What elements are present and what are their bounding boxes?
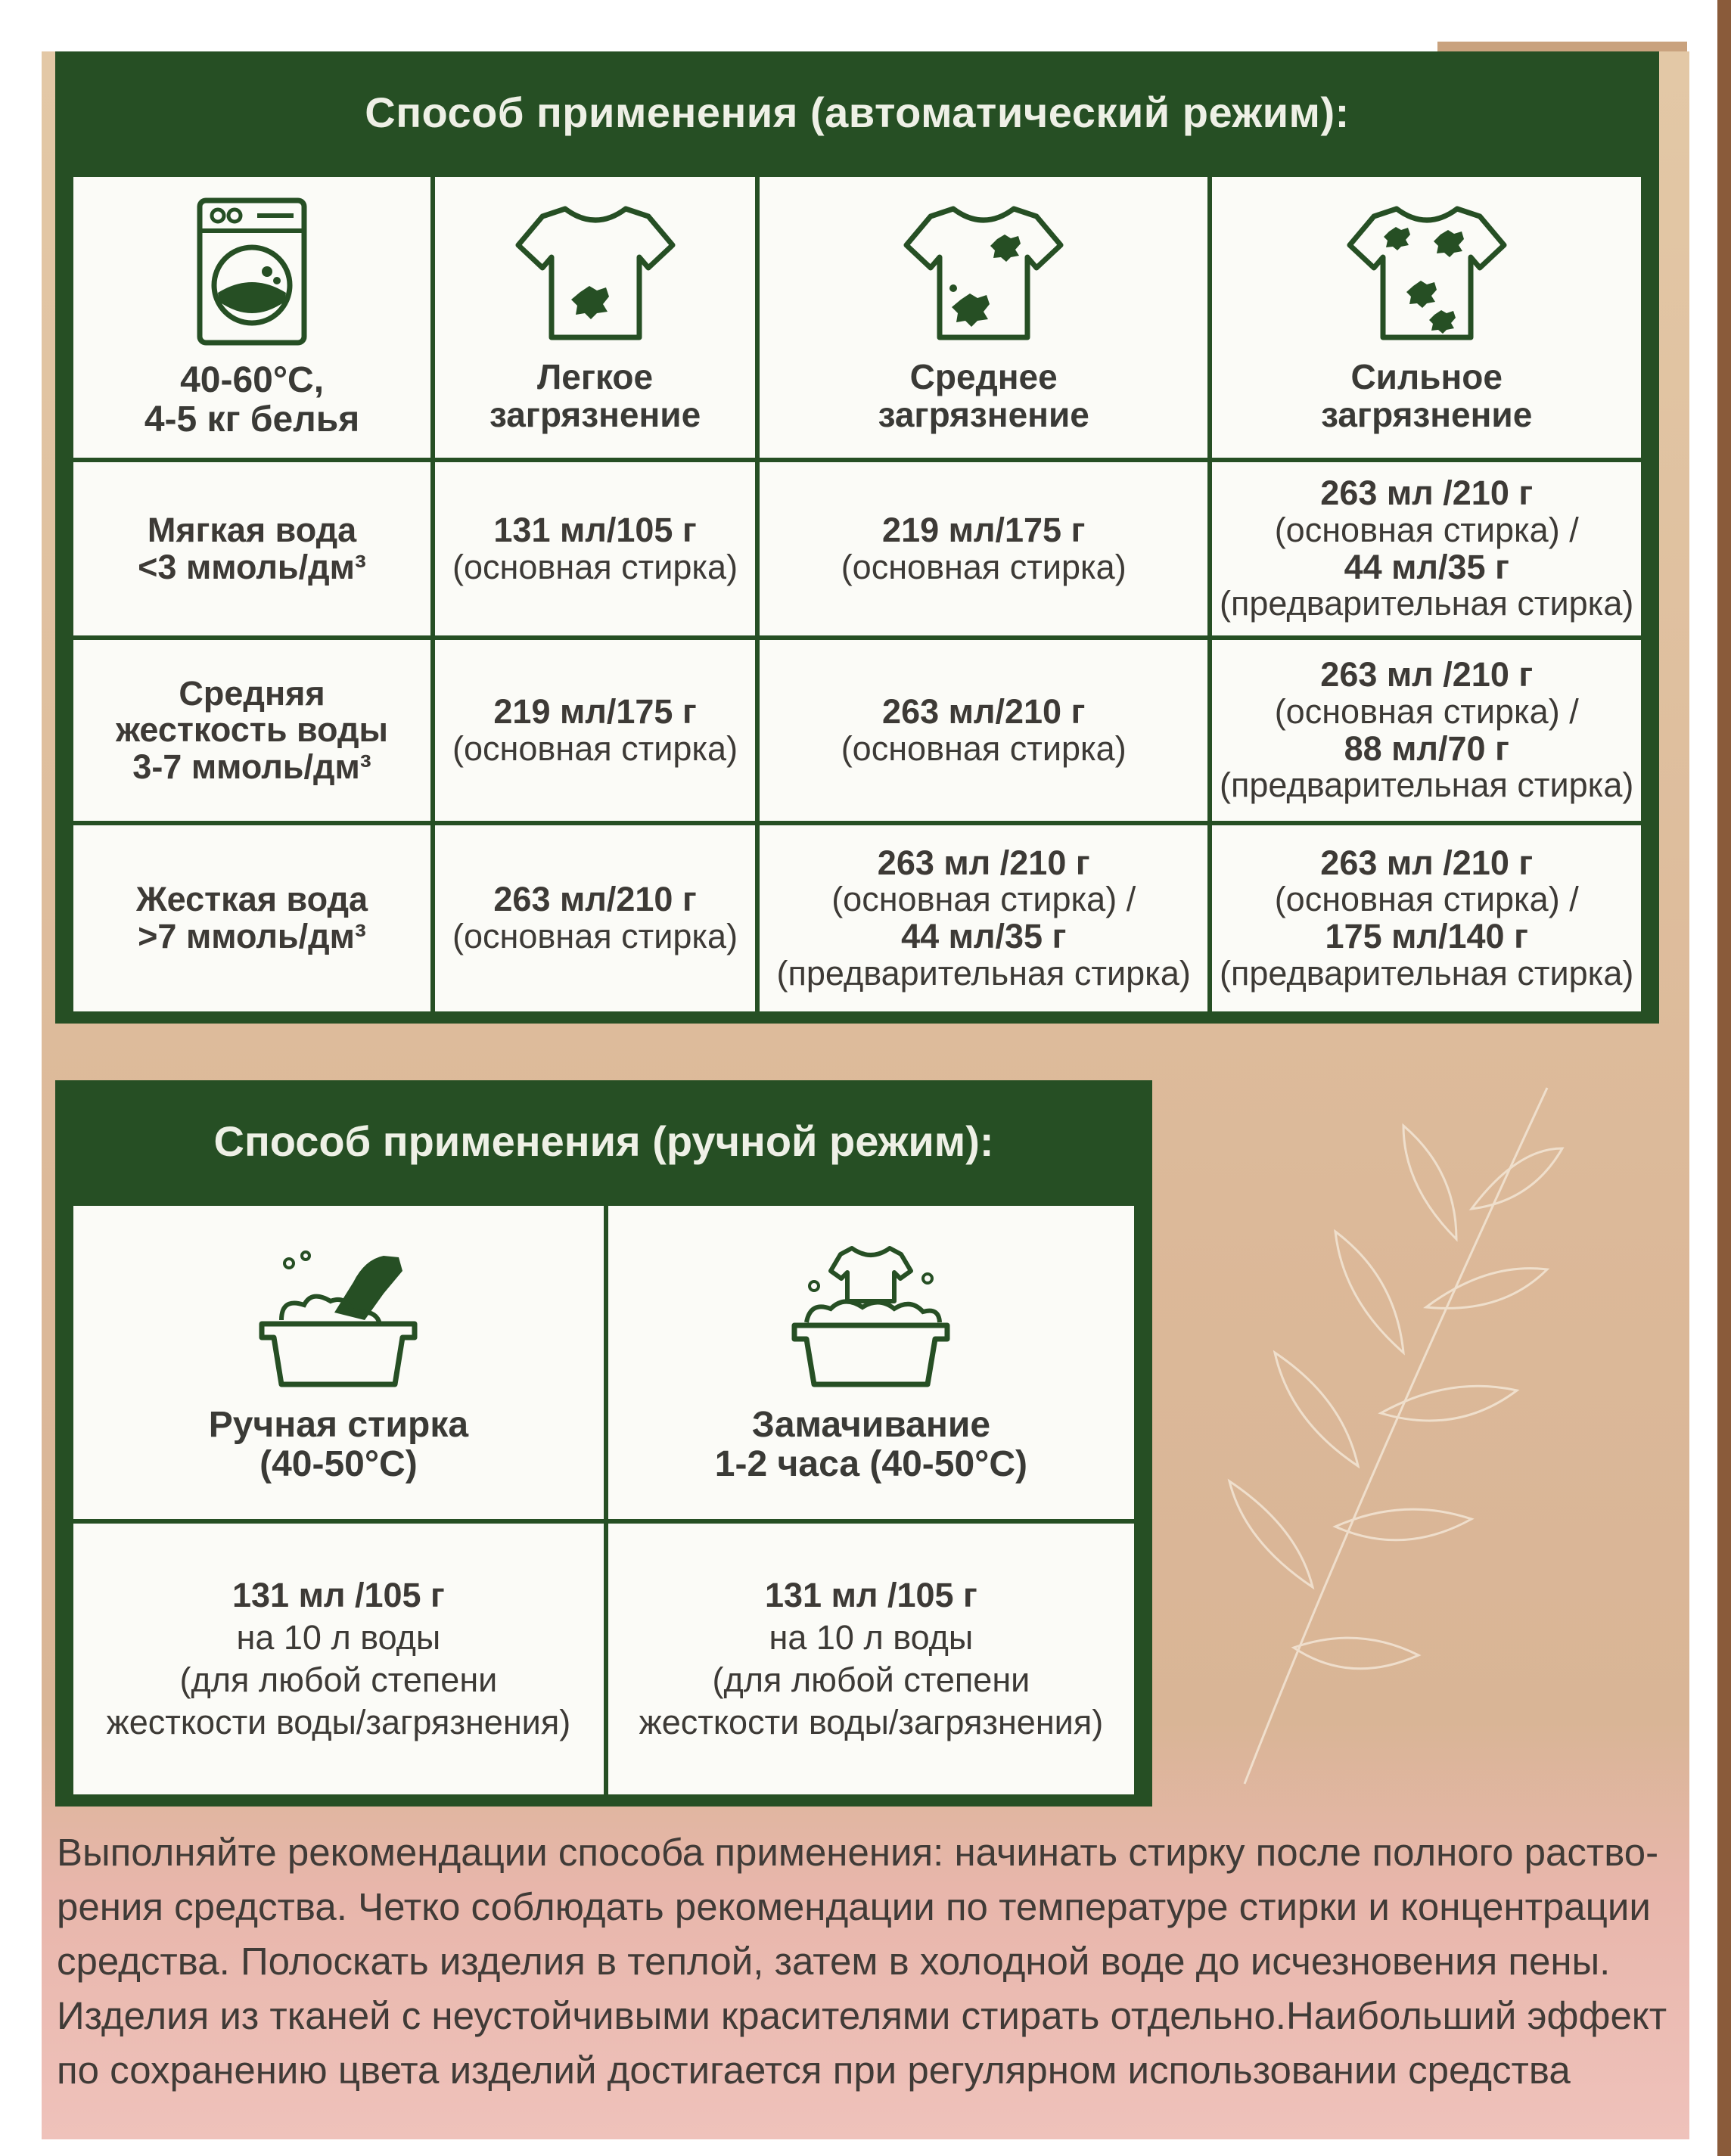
dose-main: 219 мл/175 г	[493, 691, 697, 731]
dose-main: 263 мл /210 г	[877, 843, 1090, 882]
dose-note: на 10 л воды (для любой степени жесткости воды/загрязнения)	[106, 1617, 571, 1742]
dose-prewash: 88 мл/70 г	[1344, 729, 1509, 768]
dose-main: 219 мл/175 г	[882, 510, 1086, 549]
dose-main: 263 мл /210 г	[1320, 655, 1534, 694]
dose-main: 263 мл /210 г	[1320, 474, 1534, 513]
water-soft-cell: Мягкая вода <3 ммоль/дм³	[71, 460, 433, 638]
dose-prewash-note: (предварительная стирка)	[1220, 953, 1634, 993]
medium-heavy-cell	[1210, 638, 1643, 823]
shirt-heavy-stain-icon	[1344, 201, 1510, 345]
dose-main: 131 мл/105 г	[493, 510, 697, 549]
dose-main: 131 мл /105 г	[232, 1575, 445, 1614]
usage-note: Выполняйте рекомендации способа применения: начинать стирку после полного раство-рения средства. Четко соблюдать рекомендации по температуре стирки и концентрации средства. Полоскать изделия в теплой, затем в холодной воде до исчезновения пены. Изделия из тканей с неустойчивыми красителями стирать отдельно.Наибольший эффект по сохранению цвета изделий достигается при регулярном использовании средства	[57, 1831, 1667, 2092]
dose-prewash: 175 мл/140 г	[1325, 917, 1528, 955]
auto-mode-section	[55, 51, 1659, 1024]
auto-dosage-table	[69, 172, 1646, 1016]
hand-header-row	[71, 1204, 1136, 1521]
table-row	[71, 823, 1643, 1014]
header-medium-label: Среднее загрязнение	[878, 356, 1089, 434]
hard-heavy-cell	[1210, 823, 1643, 1014]
table-row	[71, 460, 1643, 638]
hand-wash-cell	[71, 1204, 606, 1521]
dose-prewash-note: (предварительная стирка)	[1220, 766, 1634, 805]
soak-label: Замачивание 1-2 часа (40-50°C)	[714, 1405, 1027, 1484]
hand-wash-basin-icon	[251, 1241, 425, 1392]
header-light-label: Легкое загрязнение	[489, 356, 701, 434]
hand-wash-dose-cell	[71, 1521, 606, 1797]
dose-note: (основная стирка)	[841, 729, 1127, 768]
hand-mode-title: Способ применения (ручной режим):	[213, 1117, 994, 1165]
dose-note: (основная стирка)	[452, 917, 738, 955]
table-row	[71, 638, 1643, 823]
hand-dosage-table	[69, 1201, 1139, 1799]
dose-note: (основная стирка)	[452, 729, 738, 768]
dose-note: (основная стирка) /	[831, 880, 1136, 919]
dose-prewash: 44 мл/35 г	[1344, 547, 1509, 586]
right-edge-strip	[1717, 0, 1731, 2156]
shirt-medium-stain-icon	[900, 201, 1067, 345]
medium-light-cell	[433, 638, 757, 823]
dose-note: (основная стирка) /	[1274, 510, 1579, 549]
dose-note: (основная стирка) /	[1274, 691, 1579, 731]
dose-main: 263 мл/210 г	[493, 880, 697, 919]
leaf-decoration-icon	[1154, 1058, 1608, 1814]
soak-cell	[606, 1204, 1136, 1521]
header-load-cell	[71, 175, 433, 460]
hand-dose-row	[71, 1521, 1136, 1797]
dose-main: 263 мл /210 г	[1320, 843, 1534, 882]
washing-machine-icon	[195, 196, 309, 347]
dose-main: 263 мл/210 г	[882, 691, 1086, 731]
medium-medium-cell	[757, 638, 1210, 823]
dose-note: на 10 л воды (для любой степени жесткости воды/загрязнения)	[639, 1617, 1104, 1742]
auto-mode-title: Способ применения (автоматический режим):	[365, 88, 1350, 136]
dose-note: (основная стирка)	[452, 547, 738, 586]
soft-heavy-cell	[1210, 460, 1643, 638]
water-medium-cell: Средняя жесткость воды 3-7 ммоль/дм³	[71, 638, 433, 823]
hand-wash-label: Ручная стирка (40-50°C)	[208, 1405, 469, 1484]
dose-note: (основная стирка) /	[1274, 880, 1579, 919]
hard-medium-cell	[757, 823, 1210, 1014]
header-medium-cell	[757, 175, 1210, 460]
dose-prewash-note: (предварительная стирка)	[776, 953, 1191, 993]
header-heavy-cell	[1210, 175, 1643, 460]
table-header-row	[71, 175, 1643, 460]
header-heavy-label: Сильное загрязнение	[1321, 356, 1533, 434]
dose-prewash: 44 мл/35 г	[901, 917, 1067, 955]
shirt-light-stain-icon	[512, 201, 679, 345]
header-load-label: 40-60°C, 4-5 кг белья	[144, 359, 360, 440]
dose-note: (основная стирка)	[841, 547, 1127, 586]
dose-prewash-note: (предварительная стирка)	[1220, 584, 1634, 623]
dose-main: 131 мл /105 г	[765, 1575, 977, 1614]
soak-dose-cell	[606, 1521, 1136, 1797]
header-light-cell	[433, 175, 757, 460]
soft-medium-cell	[757, 460, 1210, 638]
soft-light-cell	[433, 460, 757, 638]
hard-light-cell	[433, 823, 757, 1014]
soak-basin-icon	[784, 1241, 958, 1392]
package-panel	[42, 51, 1689, 2139]
water-hard-cell: Жесткая вода >7 ммоль/дм³	[71, 823, 433, 1014]
hand-mode-section	[55, 1080, 1152, 1807]
